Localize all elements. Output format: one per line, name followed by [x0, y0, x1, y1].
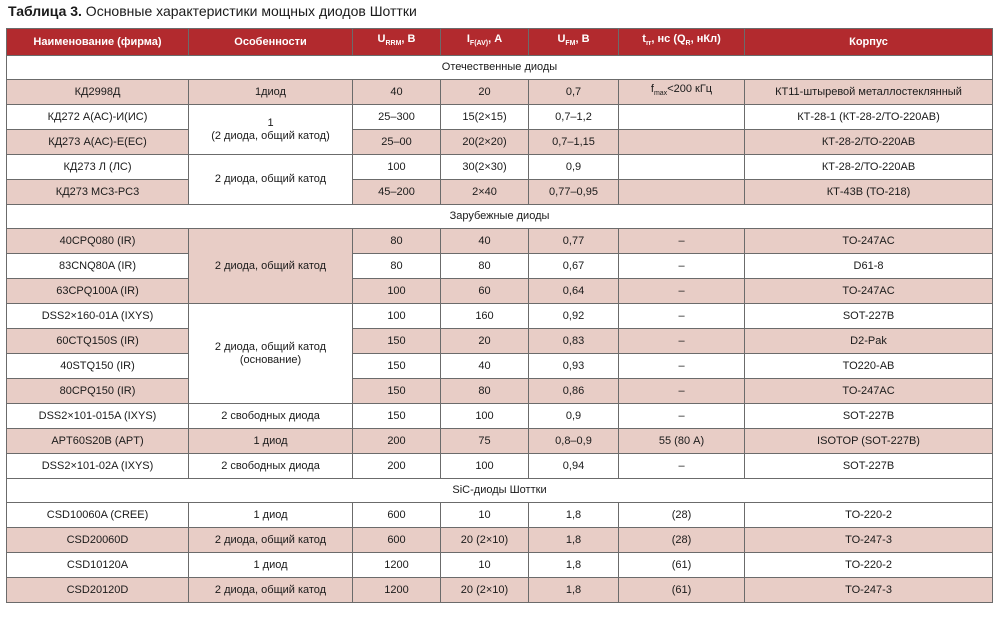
cell-ufm: 0,86	[529, 379, 619, 404]
caption-label: Таблица 3.	[8, 3, 82, 19]
header-ufm: $U_{FM}$, В	[529, 29, 619, 56]
cell-trr: 55 (80 А)	[619, 429, 745, 454]
cell-ufm: 0,92	[529, 304, 619, 329]
cell-ufm: 0,9	[529, 155, 619, 180]
cell-features: 2 свободных диода	[189, 404, 353, 429]
header-trr: $t_{rr}$, нс ($Q_R$, нКл)	[619, 29, 745, 56]
cell-trr: –	[619, 279, 745, 304]
table-row	[7, 553, 993, 578]
cell-trr	[619, 180, 745, 205]
cell-trr	[619, 130, 745, 155]
cell-features: 1 диод	[189, 553, 353, 578]
cell-name: 60CTQ150S (IR)	[7, 329, 189, 354]
section-title: SiC-диоды Шоттки	[7, 479, 993, 503]
cell-if: 20	[441, 329, 529, 354]
cell-features: 2 свободных диода	[189, 454, 353, 479]
cell-if: 20(2×20)	[441, 130, 529, 155]
cell-case: TO220-AB	[745, 354, 993, 379]
cell-if: 100	[441, 454, 529, 479]
cell-urrm: 100	[353, 155, 441, 180]
cell-if: 80	[441, 254, 529, 279]
cell-ufm: 0,77	[529, 229, 619, 254]
cell-ufm: 1,8	[529, 503, 619, 528]
cell-trr: –	[619, 404, 745, 429]
header-name: Наименование (фирма)	[7, 29, 189, 56]
table-row	[7, 329, 993, 354]
header-if: $I_{F(AV)}$, А	[441, 29, 529, 56]
cell-ufm: 0,9	[529, 404, 619, 429]
cell-case: TO-247-3	[745, 528, 993, 553]
cell-if: 75	[441, 429, 529, 454]
cell-if: 160	[441, 304, 529, 329]
cell-ufm: 0,77–0,95	[529, 180, 619, 205]
cell-case: TO-247-3	[745, 578, 993, 603]
section-row-domestic	[7, 56, 993, 80]
section-row-foreign	[7, 205, 993, 229]
cell-if: 10	[441, 553, 529, 578]
table-row	[7, 105, 993, 130]
cell-name: CSD10120A	[7, 553, 189, 578]
cell-case: TO-220-2	[745, 553, 993, 578]
cell-features: 1 диод	[189, 429, 353, 454]
cell-case: КТ11-штыревой металлостеклянный	[745, 80, 993, 105]
table-row	[7, 279, 993, 304]
cell-name: КД272 А(АС)-И(ИС)	[7, 105, 189, 130]
cell-trr: (61)	[619, 553, 745, 578]
cell-features: 2 диода, общий катод	[189, 528, 353, 553]
table-row	[7, 429, 993, 454]
cell-name: 80CPQ150 (IR)	[7, 379, 189, 404]
cell-urrm: 150	[353, 354, 441, 379]
table-row	[7, 503, 993, 528]
cell-case: КТ-28-1 (КТ-28-2/ТО-220АВ)	[745, 105, 993, 130]
cell-trr	[619, 105, 745, 130]
table-row	[7, 379, 993, 404]
cell-name: DSS2×101-015A (IXYS)	[7, 404, 189, 429]
cell-if: 80	[441, 379, 529, 404]
cell-urrm: 1200	[353, 553, 441, 578]
cell-urrm: 40	[353, 80, 441, 105]
cell-case: КТ-28-2/ТО-220АВ	[745, 155, 993, 180]
cell-if: 30(2×30)	[441, 155, 529, 180]
cell-features: 2 диода, общий катод	[189, 155, 353, 205]
cell-trr: –	[619, 329, 745, 354]
table-row	[7, 578, 993, 603]
cell-name: CSD10060A (CREE)	[7, 503, 189, 528]
cell-if: 15(2×15)	[441, 105, 529, 130]
table-row	[7, 528, 993, 553]
cell-urrm: 600	[353, 503, 441, 528]
cell-case: SOT-227B	[745, 304, 993, 329]
cell-urrm: 1200	[353, 578, 441, 603]
cell-urrm: 150	[353, 379, 441, 404]
cell-if: 40	[441, 354, 529, 379]
cell-name: DSS2×160-01A (IXYS)	[7, 304, 189, 329]
cell-if: 20	[441, 80, 529, 105]
cell-case: D2-Pak	[745, 329, 993, 354]
cell-case: SOT-227B	[745, 404, 993, 429]
cell-case: SOT-227B	[745, 454, 993, 479]
cell-ufm: 0,7–1,15	[529, 130, 619, 155]
cell-if: 100	[441, 404, 529, 429]
cell-case: TO-220-2	[745, 503, 993, 528]
cell-urrm: 200	[353, 454, 441, 479]
cell-urrm: 150	[353, 404, 441, 429]
cell-trr: –	[619, 379, 745, 404]
header-case: Корпус	[745, 29, 993, 56]
cell-features: 2 диода, общий катод	[189, 229, 353, 304]
section-title: Отечественные диоды	[7, 56, 993, 80]
cell-ufm: 0,83	[529, 329, 619, 354]
cell-features: 2 диода, общий катод	[189, 578, 353, 603]
cell-features: 1 диод	[189, 503, 353, 528]
caption-text: Основные характеристики мощных диодов Шоттки	[81, 3, 417, 19]
cell-trr: –	[619, 454, 745, 479]
cell-features: 1 (2 диода, общий катод)	[189, 105, 353, 155]
cell-features: 1диод	[189, 80, 353, 105]
cell-name: 83CNQ80A (IR)	[7, 254, 189, 279]
cell-ufm: 1,8	[529, 578, 619, 603]
table-row	[7, 180, 993, 205]
cell-name: 40CPQ080 (IR)	[7, 229, 189, 254]
cell-trr: –	[619, 229, 745, 254]
table-row	[7, 130, 993, 155]
table-row	[7, 254, 993, 279]
cell-ufm: 0,93	[529, 354, 619, 379]
section-row-sic	[7, 479, 993, 503]
table-header-row	[7, 29, 993, 56]
cell-name: DSS2×101-02A (IXYS)	[7, 454, 189, 479]
table-row	[7, 454, 993, 479]
cell-ufm: 1,8	[529, 553, 619, 578]
cell-trr: (28)	[619, 528, 745, 553]
table-row	[7, 354, 993, 379]
cell-if: 20 (2×10)	[441, 528, 529, 553]
diode-table	[6, 28, 993, 603]
cell-name: КД273 Л (ЛС)	[7, 155, 189, 180]
cell-urrm: 25–300	[353, 105, 441, 130]
cell-name: CSD20120D	[7, 578, 189, 603]
table-row	[7, 155, 993, 180]
cell-urrm: 200	[353, 429, 441, 454]
cell-trr: (61)	[619, 578, 745, 603]
table-row	[7, 80, 993, 105]
cell-urrm: 150	[353, 329, 441, 354]
cell-ufm: 0,7	[529, 80, 619, 105]
cell-name: CSD20060D	[7, 528, 189, 553]
cell-case: ISOTOP (SOT-227B)	[745, 429, 993, 454]
cell-name: КД2998Д	[7, 80, 189, 105]
cell-ufm: 0,94	[529, 454, 619, 479]
header-urrm: $U_{RRM}$, В	[353, 29, 441, 56]
cell-if: 60	[441, 279, 529, 304]
cell-urrm: 80	[353, 254, 441, 279]
cell-urrm: 100	[353, 304, 441, 329]
cell-if: 2×40	[441, 180, 529, 205]
cell-ufm: 0,8–0,9	[529, 429, 619, 454]
cell-name: 40STQ150 (IR)	[7, 354, 189, 379]
cell-name: КД273 А(АС)-Е(ЕС)	[7, 130, 189, 155]
cell-trr: $f_{max}<200$ кГц	[619, 80, 745, 105]
cell-case: TO-247AC	[745, 229, 993, 254]
cell-case: TO-247AC	[745, 279, 993, 304]
cell-case: КТ-43В (ТО-218)	[745, 180, 993, 205]
header-features: Особенности	[189, 29, 353, 56]
cell-if: 40	[441, 229, 529, 254]
cell-urrm: 45–200	[353, 180, 441, 205]
cell-case: TO-247AC	[745, 379, 993, 404]
cell-trr: (28)	[619, 503, 745, 528]
cell-case: КТ-28-2/ТО-220АВ	[745, 130, 993, 155]
cell-features: 2 диода, общий катод (основание)	[189, 304, 353, 404]
cell-name: КД273 МС3-РС3	[7, 180, 189, 205]
cell-urrm: 25–00	[353, 130, 441, 155]
cell-urrm: 80	[353, 229, 441, 254]
cell-urrm: 100	[353, 279, 441, 304]
cell-trr: –	[619, 354, 745, 379]
table-row	[7, 304, 993, 329]
cell-urrm: 600	[353, 528, 441, 553]
table-row	[7, 404, 993, 429]
cell-if: 20 (2×10)	[441, 578, 529, 603]
cell-name: APT60S20B (APT)	[7, 429, 189, 454]
cell-name: 63CPQ100A (IR)	[7, 279, 189, 304]
cell-ufm: 0,64	[529, 279, 619, 304]
cell-trr: –	[619, 254, 745, 279]
cell-case: D61-8	[745, 254, 993, 279]
cell-if: 10	[441, 503, 529, 528]
cell-ufm: 1,8	[529, 528, 619, 553]
table-row	[7, 229, 993, 254]
cell-trr: –	[619, 304, 745, 329]
cell-ufm: 0,67	[529, 254, 619, 279]
cell-trr	[619, 155, 745, 180]
table-caption	[8, 2, 417, 20]
section-title: Зарубежные диоды	[7, 205, 993, 229]
cell-ufm: 0,7–1,2	[529, 105, 619, 130]
